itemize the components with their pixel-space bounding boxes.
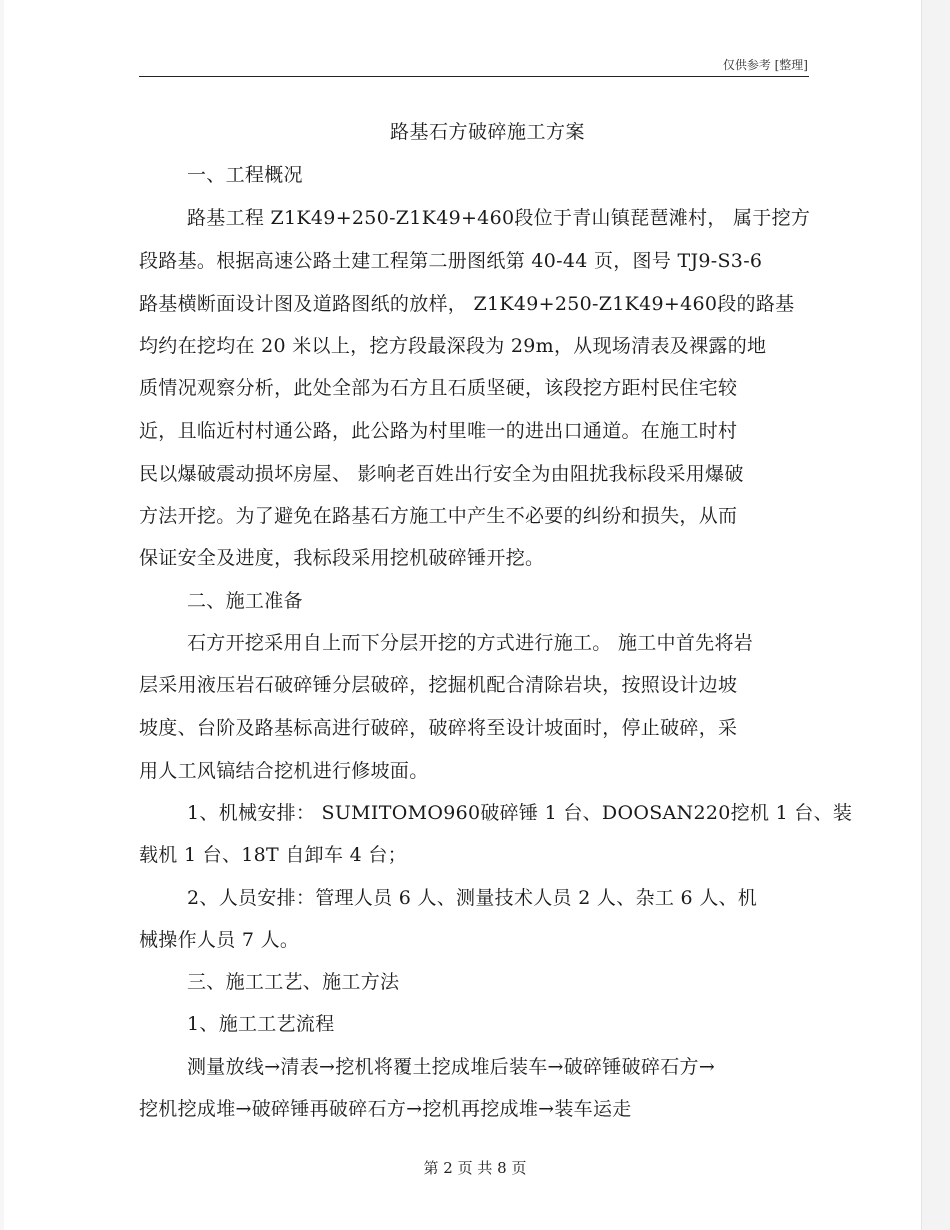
paragraph-line: 路基工程 Z1K49+250-Z1K49+460段位于青山镇琵琶滩村， 属于挖方	[187, 207, 811, 229]
paragraph-line: 保证安全及进度，我标段采用挖机破碎锤开挖。	[139, 547, 545, 569]
header-note: 仅供参考 [整理]	[722, 58, 808, 72]
paragraph-line: 载机 1 台、18T 自卸车 4 台；	[139, 844, 407, 866]
paragraph-line: 石方开挖采用自上而下分层开挖的方式进行施工。 施工中首先将岩	[187, 632, 754, 654]
subsection-heading-process: 1、施工工艺流程	[187, 1013, 335, 1035]
paragraph-line: 质情况观察分析，此处全部为石方且石质坚硬，该段挖方距村民住宅较	[139, 377, 738, 399]
paragraph-line: 用人工风镐结合挖机进行修坡面。	[139, 760, 429, 782]
header-rule	[139, 76, 809, 77]
paragraph-line: 层采用液压岩石破碎锤分层破碎，挖掘机配合清除岩块，按照设计边坡	[139, 674, 738, 696]
page-edge-left	[0, 0, 4, 1230]
section-heading-overview: 一、工程概况	[187, 164, 303, 186]
paragraph-line: 2、人员安排：管理人员 6 人、测量技术人员 2 人、杂工 6 人、机	[187, 887, 758, 909]
page-edge-right	[921, 0, 950, 1230]
paragraph-line: 坡度、台阶及路基标高进行破碎，破碎将至设计坡面时，停止破碎，采	[139, 717, 738, 739]
paragraph-line: 械操作人员 7 人。	[139, 929, 300, 951]
document-title: 路基石方破碎施工方案	[389, 121, 585, 143]
paragraph-line: 民以爆破震动损坏房屋、 影响老百姓出行安全为由阻扰我标段采用爆破	[139, 463, 744, 485]
paragraph-line: 方法开挖。为了避免在路基石方施工中产生不必要的纠纷和损失，从而	[139, 505, 738, 527]
page-number: 第 2 页 共 8 页	[423, 1159, 527, 1177]
section-heading-preparation: 二、施工准备	[187, 590, 303, 612]
paragraph-line: 测量放线→清表→挖机将覆土挖成堆后装车→破碎锤破碎石方→	[187, 1056, 716, 1078]
section-heading-methods: 三、施工工艺、施工方法	[187, 971, 400, 993]
paragraph-line: 近，且临近村村通公路，此公路为村里唯一的进出口通道。在施工时村	[139, 420, 738, 442]
paragraph-line: 均约在挖均在 20 米以上，挖方段最深段为 29m，从现场清表及裸露的地	[139, 335, 767, 357]
paragraph-line: 1、机械安排： SUMITOMO960破碎锤 1 台、DOOSAN220挖机 1 台、装	[187, 802, 853, 824]
paragraph-line: 挖机挖成堆→破碎锤再破碎石方→挖机再挖成堆→装车运走	[139, 1098, 632, 1120]
paragraph-line: 路基横断面设计图及道路图纸的放样， Z1K49+250-Z1K49+460段的路基	[139, 293, 795, 315]
paragraph-line: 段路基。根据高速公路土建工程第二册图纸第 40-44 页，图号 TJ9-S3-6	[139, 250, 763, 272]
